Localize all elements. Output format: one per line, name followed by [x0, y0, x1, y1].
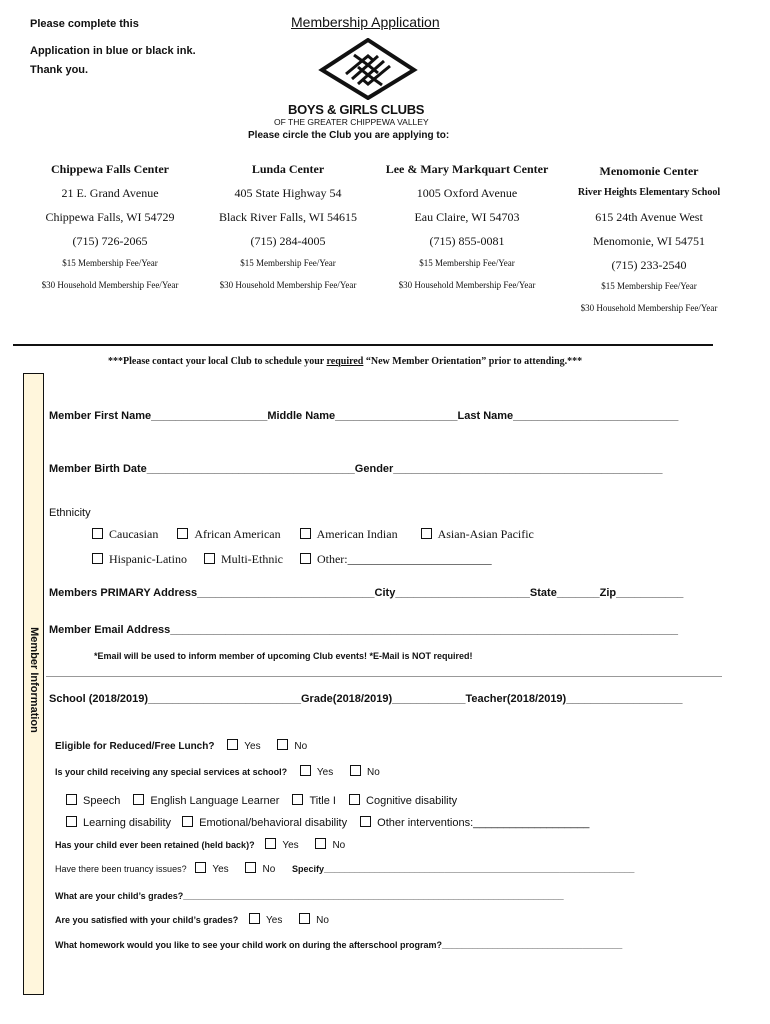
- email-note: *Email will be used to inform member of upcoming Club events! *E-Mail is NOT required!: [94, 651, 473, 661]
- address-field-line[interactable]: Members PRIMARY Address_____________________________City______________________State_______Zip___________: [49, 587, 684, 599]
- thin-divider: [46, 676, 722, 677]
- checkbox-icon[interactable]: [300, 765, 311, 776]
- club-city: Black River Falls, WI 54615: [218, 210, 358, 224]
- truancy-row: [55, 864, 634, 875]
- homework-field-line[interactable]: What homework would you like to see your child work on during the afterschool program?____________________________________: [55, 940, 623, 950]
- option-label: Caucasian: [109, 527, 159, 541]
- lunch-question-row: [55, 741, 307, 752]
- instructions-line-1: Please complete this: [30, 18, 139, 30]
- name-field-line[interactable]: Member First Name___________________Middle Name____________________Last Name___________________________: [49, 410, 679, 422]
- orientation-required: required: [326, 356, 364, 367]
- service-option[interactable]: [66, 795, 120, 807]
- club-name: Chippewa Falls Center: [51, 162, 169, 176]
- club-fee: $15 Membership Fee/Year: [240, 258, 336, 268]
- birth-gender-field-line[interactable]: Member Birth Date__________________________________Gender____________________________________________: [49, 463, 663, 475]
- checkbox-icon[interactable]: [300, 528, 311, 539]
- yes-option[interactable]: [195, 864, 228, 875]
- no-option[interactable]: [245, 864, 275, 875]
- checkbox-icon[interactable]: [360, 816, 371, 827]
- no-option[interactable]: [277, 741, 307, 752]
- no-option[interactable]: [299, 915, 329, 926]
- checkbox-icon[interactable]: [177, 528, 188, 539]
- ethnicity-row-2: [92, 552, 506, 567]
- email-field-line[interactable]: Member Email Address___________________________________________________________________________________: [49, 624, 679, 636]
- club-phone: (715) 233-2540: [611, 258, 687, 272]
- instructions-line-2: Application in blue or black ink.: [30, 45, 196, 57]
- checkbox-icon[interactable]: [204, 553, 215, 564]
- no-label: No: [367, 767, 380, 779]
- club-address: 21 E. Grand Avenue: [61, 186, 159, 200]
- club-phone: (715) 855-0081: [429, 234, 505, 248]
- checkbox-icon[interactable]: [299, 913, 310, 924]
- yes-option[interactable]: [227, 741, 260, 752]
- service-option[interactable]: [182, 817, 347, 829]
- option-label: Title I: [309, 795, 336, 807]
- sidebar-label: Member Information: [28, 627, 40, 733]
- specify-field-line[interactable]: Specify______________________________________________________________: [292, 864, 635, 875]
- option-label: Learning disability: [83, 817, 172, 829]
- option-label: Speech: [83, 795, 121, 807]
- logo-subtext: OF THE GREATER CHIPPEWA VALLEY: [274, 117, 429, 127]
- circle-prompt: Please circle the Club you are applying to:: [248, 130, 450, 141]
- option-label: African American: [194, 527, 281, 541]
- option-label: Emotional/behavioral disability: [199, 817, 348, 829]
- option-label: Hispanic-Latino: [109, 552, 187, 566]
- logo-text: BOYS & GIRLS CLUBS: [288, 102, 425, 117]
- yes-option[interactable]: [300, 767, 333, 778]
- checkbox-icon[interactable]: [92, 528, 103, 539]
- ethnicity-option[interactable]: [300, 552, 492, 567]
- no-label: No: [262, 864, 276, 876]
- instructions-line-3: Thank you.: [30, 64, 89, 76]
- option-label: Other:________________________: [316, 552, 492, 566]
- checkbox-icon[interactable]: [92, 553, 103, 564]
- checkbox-icon[interactable]: [292, 794, 303, 805]
- club-household-fee: $30 Household Membership Fee/Year: [41, 280, 179, 290]
- option-label: Asian-Asian Pacific: [437, 527, 534, 541]
- orientation-notice: [108, 356, 582, 367]
- checkbox-icon[interactable]: [182, 816, 193, 827]
- service-option[interactable]: [349, 795, 457, 807]
- club-fee: $15 Membership Fee/Year: [62, 258, 158, 268]
- club-household-fee: $30 Household Membership Fee/Year: [580, 303, 718, 313]
- orientation-prefix: ***Please contact your local Club to schedule your: [108, 356, 327, 367]
- services-row-2: [66, 817, 589, 829]
- option-label: American Indian: [316, 527, 398, 541]
- no-label: No: [332, 840, 346, 852]
- checkbox-icon[interactable]: [249, 913, 260, 924]
- club-name: Lunda Center: [251, 162, 325, 176]
- checkbox-icon[interactable]: [265, 838, 276, 849]
- ethnicity-option[interactable]: [300, 527, 398, 542]
- checkbox-icon[interactable]: [66, 816, 77, 827]
- ethnicity-option[interactable]: [177, 527, 280, 542]
- club-fee: $15 Membership Fee/Year: [419, 258, 515, 268]
- service-option[interactable]: [360, 817, 589, 829]
- checkbox-icon[interactable]: [66, 794, 77, 805]
- yes-label: Yes: [266, 915, 283, 927]
- orientation-suffix: “New Member Orientation” prior to attending.***: [363, 356, 583, 367]
- retained-row: [55, 840, 345, 851]
- no-option[interactable]: [315, 840, 345, 851]
- yes-option[interactable]: [265, 840, 298, 851]
- ethnicity-option[interactable]: [92, 527, 158, 542]
- club-name: Menomonie Center: [599, 164, 699, 178]
- club-household-fee: $30 Household Membership Fee/Year: [398, 280, 536, 290]
- yes-option[interactable]: [249, 915, 282, 926]
- ethnicity-label: Ethnicity: [49, 507, 91, 519]
- checkbox-icon[interactable]: [227, 739, 238, 750]
- no-label: No: [294, 741, 308, 753]
- checkbox-icon[interactable]: [300, 553, 311, 564]
- ethnicity-option[interactable]: [421, 527, 534, 542]
- no-label: No: [316, 915, 329, 927]
- yes-label: Yes: [244, 741, 261, 753]
- club-address: 405 State Highway 54: [234, 186, 342, 200]
- club-address: 1005 Oxford Avenue: [416, 186, 518, 200]
- satisfied-row: [55, 915, 329, 926]
- school-field-line[interactable]: School (2018/2019)_________________________Grade(2018/2019)____________Teacher(2018/2019)___________________: [49, 693, 683, 705]
- section-divider: [13, 344, 713, 346]
- yes-label: Yes: [316, 767, 334, 779]
- checkbox-icon[interactable]: [315, 838, 326, 849]
- ethnicity-option[interactable]: [204, 552, 283, 567]
- option-label: Cognitive disability: [366, 795, 458, 807]
- retained-question: Has your child ever been retained (held back)?: [55, 840, 255, 851]
- club-city: Menomonie, WI 54751: [592, 234, 706, 248]
- option-label: Multi-Ethnic: [220, 552, 283, 566]
- checkbox-icon[interactable]: [421, 528, 432, 539]
- checkbox-icon[interactable]: [133, 794, 144, 805]
- club-name: Lee & Mary Markquart Center: [385, 162, 549, 176]
- club-phone: (715) 726-2065: [72, 234, 148, 248]
- club-location: River Heights Elementary School: [577, 187, 721, 198]
- club-phone: (715) 284-4005: [250, 234, 326, 248]
- services-row-1: [66, 795, 457, 807]
- checkbox-icon[interactable]: [349, 794, 360, 805]
- satisfied-question: Are you satisfied with your child’s grades?: [55, 915, 239, 926]
- club-household-fee: $30 Household Membership Fee/Year: [219, 280, 357, 290]
- lunch-question: Eligible for Reduced/Free Lunch?: [55, 741, 215, 753]
- ethnicity-option[interactable]: [92, 552, 187, 567]
- page-title: Membership Application: [291, 14, 440, 30]
- option-label: English Language Learner: [150, 795, 280, 807]
- ethnicity-row-1: [92, 527, 548, 542]
- option-label: Other interventions:___________________: [377, 817, 590, 829]
- checkbox-icon[interactable]: [277, 739, 288, 750]
- service-option[interactable]: [133, 795, 279, 807]
- club-address: 615 24th Avenue West: [595, 210, 703, 224]
- checkbox-icon[interactable]: [245, 862, 256, 873]
- club-city: Eau Claire, WI 54703: [414, 210, 520, 224]
- truancy-question: Have there been truancy issues?: [55, 864, 187, 875]
- yes-label: Yes: [282, 840, 299, 852]
- club-city: Chippewa Falls, WI 54729: [45, 210, 175, 224]
- checkbox-icon[interactable]: [195, 862, 206, 873]
- club-fee: $15 Membership Fee/Year: [601, 281, 697, 291]
- checkbox-icon[interactable]: [350, 765, 361, 776]
- service-option[interactable]: [66, 817, 171, 829]
- grades-field-line[interactable]: What are your child’s grades?____________________________________________________________________________: [55, 891, 564, 901]
- yes-label: Yes: [212, 864, 229, 876]
- special-services-row: [55, 767, 380, 778]
- service-option[interactable]: [292, 795, 336, 807]
- boys-girls-club-logo-icon: [318, 38, 418, 100]
- no-option[interactable]: [350, 767, 380, 778]
- special-services-question: Is your child receiving any special services at school?: [55, 767, 288, 778]
